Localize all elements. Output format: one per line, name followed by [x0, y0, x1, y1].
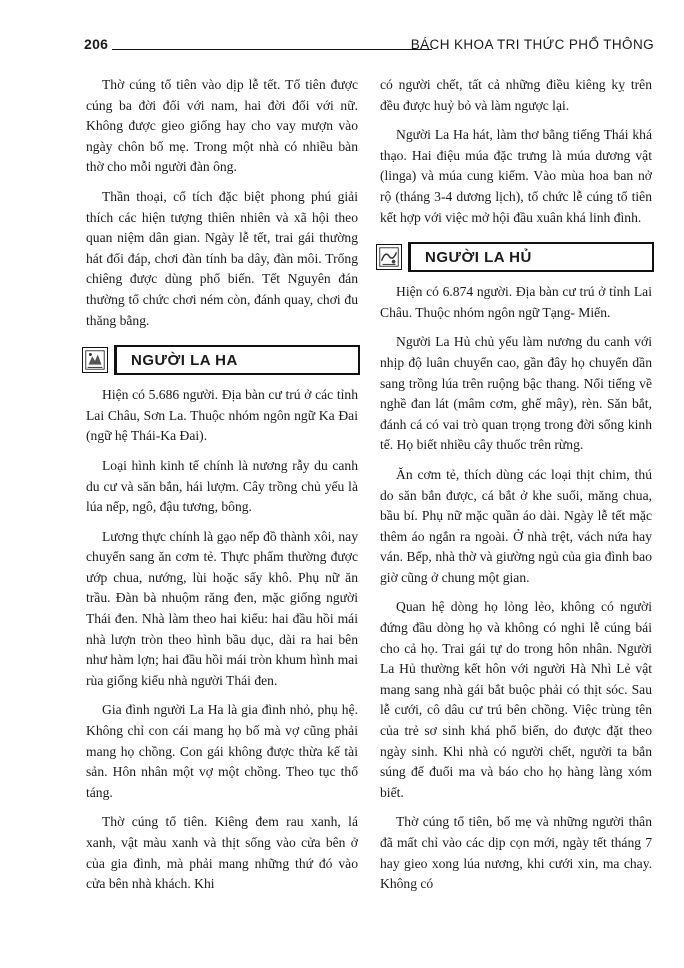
- ornament-icon: [376, 244, 402, 270]
- section-heading-la-hu: [376, 242, 652, 276]
- right-column: [380, 75, 652, 904]
- ornament-icon: [82, 347, 108, 373]
- paragraph-continued: có người chết, tất cả những điều kiêng kỵ trên đều được huỷ bỏ và làm ngược lại.: [380, 77, 652, 113]
- section-title-box: [114, 345, 360, 375]
- paragraph: Hiện có 6.874 người. Địa bàn cư trú ở tỉnh Lai Châu. Thuộc nhóm ngôn ngữ Tạng- Miến.: [380, 284, 652, 320]
- paragraph: Thờ cúng tổ tiên vào dịp lễ tết. Tổ tiên được cúng ba đời đối với nam, hai đời đối với nữ. Không được gieo giống hay cho vay mượn vào ngày chôn bố mẹ. Trong một nhà có nhiều bàn thờ cho mỗi người đàn ông.: [86, 77, 358, 175]
- section-heading-la-ha: [82, 345, 358, 379]
- book-title: BÁCH KHOA TRI THỨC PHỔ THÔNG: [410, 37, 654, 52]
- section-title-box: [408, 242, 654, 272]
- section-title: NGƯỜI LA HA: [131, 352, 238, 370]
- paragraph: Thờ cúng tổ tiên. Kiêng đem rau xanh, lá xanh, vật màu xanh và thịt sống vào cửa bên ở của gia đình, mà phải mang những thứ đó vào cửa bên nhà khách. Khi: [86, 814, 358, 892]
- paragraph: Ăn cơm tẻ, thích dùng các loại thịt chim, thú do săn bắn được, cá bắt ở khe suối, măng chua, bầu bí. Phụ nữ mặc quần áo dài. Ngày lễ tết mặc thêm áo ngắn ra ngoài. Ở nhà trệt, vách nứa hay ván. Bếp, nhà thờ và giường ngủ của gia đình bao giờ cũng ở chung một gian.: [380, 466, 652, 585]
- paragraph: Thờ cúng tổ tiên, bố mẹ và những người thân đã mất chỉ vào các dịp cọn mới, ngày tết tháng 7 hay gieo xong lúa nương, khi cưới xin, ma chay. Không có: [380, 814, 652, 892]
- paragraph: Lương thực chính là gạo nếp đồ thành xôi, nay chuyển sang ăn cơm tẻ. Thực phẩm thường được ướp chua, nướng, lùi hoặc sấy khô. Phụ nữ ăn trầu. Đàn bà nhuộm răng đen, mặc giống người Thái đen. Nhà làm theo hai kiểu: hai đầu hồi mái nhà lượn tròn theo hình bầu dục, dài ra hai bên như hàm lợn; hai đầu hồi mái tròn khum hình mai rùa giống kiểu nhà người Thái đen.: [86, 528, 358, 688]
- paragraph: Thần thoại, cổ tích đặc biệt phong phú giải thích các hiện tượng thiên nhiên và xã hội theo quan niệm dân gian. Ngày lễ tết, trai gái thường hát đối đáp, chơi đàn tính ba dây, đàn môi. Trống chiêng được dùng phổ biến. Tết Nguyên đán thường tổ chức chơi ném còn, đánh quay, chơi đu thăng bằng.: [86, 188, 358, 328]
- paragraph: Hiện có 5.686 người. Địa bàn cư trú ở các tỉnh Lai Châu, Sơn La. Thuộc nhóm ngôn ngữ Ka Đai (ngữ hệ Thái-Ka Đai).: [86, 387, 358, 444]
- page-number: 206: [84, 36, 109, 52]
- page-header: [84, 36, 654, 60]
- paragraph: Gia đình người La Ha là gia đình nhỏ, phụ hệ. Không chỉ con cái mang họ bố mà vợ cũng phải mang họ chồng. Con gái không được thừa kế tài sản. Hôn nhân một vợ một chồng. Theo tục thổ táng.: [86, 702, 358, 800]
- paragraph: Người La Hủ chủ yếu làm nương du canh với nhịp độ luân chuyển cao, gần đây họ chuyển dần sang trồng lúa trên ruộng bậc thang. Nổi tiếng về nghề đan lát (mâm cơm, ghế mây), rèn. Săn bắt, đánh cá có vai trò quan trọng trong đời sống kinh tế. Họ biết nhiều cây thuốc trên rừng.: [380, 334, 652, 453]
- paragraph: Quan hệ dòng họ lỏng lẻo, không có người đứng đầu dòng họ và không có nghi lễ cúng bái cho cả họ. Trai gái tự do trong hôn nhân. Người La Hủ thường kết hôn với người Hà Nhì Lẻ vật mang sang nhà gái bắt buộc phải có thịt sóc. Sau lễ cưới, cô dâu cư trú bên chồng. Việc trùng tên của trẻ sơ sinh khá phổ biến, do được đặt theo ngày sinh. Khi nhà có người chết, người ta bắn súng để đuổi ma và báo cho họ hàng làng xóm biết.: [380, 599, 652, 800]
- paragraph: Người La Ha hát, làm thơ bằng tiếng Thái khá thạo. Hai điệu múa đặc trưng là múa dương vật (linga) và múa cung kiếm. Vào mùa hoa ban nở rộ (tháng 3-4 dương lịch), tổ chức lễ cúng tổ tiên kết hợp với việc mở hội đầu xuân khá linh đình.: [380, 127, 652, 225]
- header-rule: [112, 49, 432, 50]
- section-title: NGƯỜI LA HỦ: [425, 249, 532, 267]
- left-column: [86, 75, 358, 904]
- paragraph: Loại hình kinh tế chính là nương rẫy du canh du cư và săn bắn, hái lượm. Cây trồng chủ yếu là lúa nếp, ngô, đậu tương, bông.: [86, 457, 358, 515]
